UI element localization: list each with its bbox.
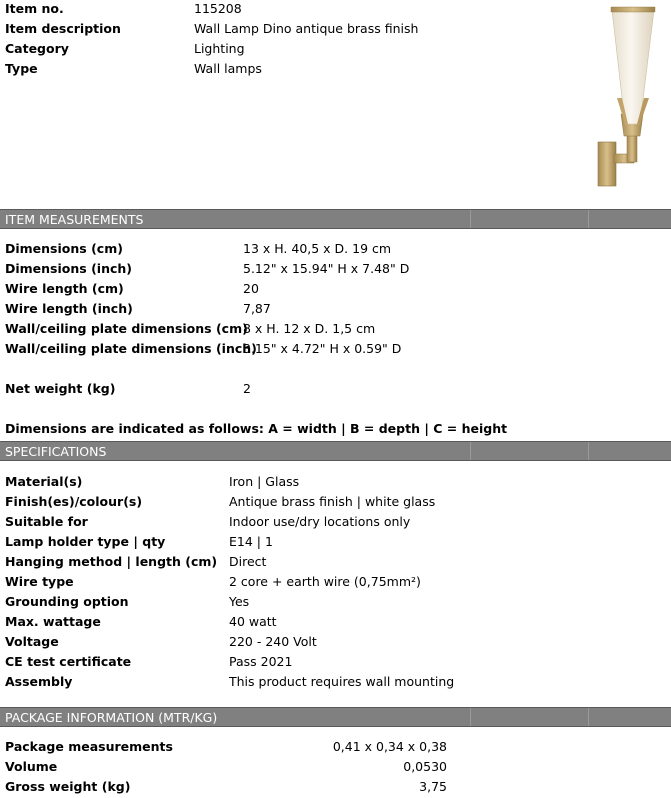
type-label: Type bbox=[5, 61, 38, 76]
spec-label: Finish(es)/colour(s) bbox=[5, 494, 143, 509]
spec-label: Material(s) bbox=[5, 474, 83, 489]
spec-label: Voltage bbox=[5, 634, 59, 649]
spec-value: E14 | 1 bbox=[229, 534, 273, 549]
spec-value: This product requires wall mounting bbox=[229, 674, 455, 689]
spec-label: Suitable for bbox=[5, 514, 88, 529]
spec-label: Assembly bbox=[5, 674, 73, 689]
spec-value: Antique brass finish | white glass bbox=[229, 494, 436, 509]
measurement-value: 3.15" x 4.72" H x 0.59" D bbox=[243, 341, 402, 356]
category-label: Category bbox=[5, 41, 69, 56]
spec-value: Direct bbox=[229, 554, 267, 569]
measurement-label: Wall/ceiling plate dimensions (inch) bbox=[5, 341, 257, 356]
category-row bbox=[0, 39, 671, 59]
spec-label: Grounding option bbox=[5, 594, 129, 609]
section-bar-item-measurements bbox=[0, 209, 671, 229]
measurement-row bbox=[0, 279, 671, 299]
measurement-row bbox=[0, 259, 671, 279]
bar-divider bbox=[588, 708, 589, 726]
package-value: 0,41 x 0,34 x 0,38 bbox=[332, 739, 447, 754]
item-no-value: 115208 bbox=[194, 1, 242, 16]
measurement-row bbox=[0, 299, 671, 319]
bar-divider bbox=[470, 210, 471, 228]
category-value: Lighting bbox=[194, 41, 245, 56]
bar-divider bbox=[470, 442, 471, 460]
spec-row bbox=[0, 492, 671, 512]
spec-value: 40 watt bbox=[229, 614, 277, 629]
measurement-value: 13 x H. 40,5 x D. 19 cm bbox=[243, 241, 392, 256]
item-description-row bbox=[0, 19, 671, 39]
section-title-item-measurements: ITEM MEASUREMENTS bbox=[5, 212, 144, 227]
section-bar-package-information bbox=[0, 707, 671, 727]
spec-row bbox=[0, 512, 671, 532]
package-row bbox=[0, 737, 671, 757]
spec-value: 2 core + earth wire (0,75mm²) bbox=[229, 574, 421, 589]
item-description-label: Item description bbox=[5, 21, 121, 36]
package-row bbox=[0, 757, 671, 777]
measurement-label: Dimensions (inch) bbox=[5, 261, 132, 276]
spec-row bbox=[0, 572, 671, 592]
measurement-label: Dimensions (cm) bbox=[5, 241, 123, 256]
measurement-label: Wall/ceiling plate dimensions (cm) bbox=[5, 321, 248, 336]
measurement-value: 8 x H. 12 x D. 1,5 cm bbox=[243, 321, 376, 336]
package-value: 0,0530 bbox=[403, 759, 447, 774]
spec-label: Wire type bbox=[5, 574, 74, 589]
spec-row bbox=[0, 532, 671, 552]
item-no-label: Item no. bbox=[5, 1, 64, 16]
spec-value: Pass 2021 bbox=[229, 654, 293, 669]
spec-row bbox=[0, 672, 671, 692]
spec-value: Yes bbox=[229, 594, 250, 609]
spec-value: Indoor use/dry locations only bbox=[229, 514, 411, 529]
measurement-value: 7,87 bbox=[243, 301, 271, 316]
item-no-row bbox=[0, 0, 671, 19]
section-title-package-information: PACKAGE INFORMATION (MTR/KG) bbox=[5, 710, 218, 725]
measurement-value: 5.12" x 15.94" H x 7.48" D bbox=[243, 261, 410, 276]
bar-divider bbox=[588, 210, 589, 228]
spec-label: CE test certificate bbox=[5, 654, 132, 669]
measurement-label: Wire length (inch) bbox=[5, 301, 133, 316]
bar-divider bbox=[588, 442, 589, 460]
spec-row bbox=[0, 652, 671, 672]
measurement-row bbox=[0, 319, 671, 339]
spec-row bbox=[0, 632, 671, 652]
section-title-specifications: SPECIFICATIONS bbox=[5, 444, 107, 459]
spec-value: Iron | Glass bbox=[229, 474, 300, 489]
spec-label: Lamp holder type | qty bbox=[5, 534, 166, 549]
net-weight-value: 2 bbox=[243, 381, 251, 396]
measurement-label: Wire length (cm) bbox=[5, 281, 124, 296]
measurement-value: 20 bbox=[243, 281, 259, 296]
spec-row bbox=[0, 612, 671, 632]
measurement-row bbox=[0, 339, 671, 359]
measurement-row bbox=[0, 239, 671, 259]
spec-row bbox=[0, 472, 671, 492]
spec-row bbox=[0, 552, 671, 572]
section-bar-specifications bbox=[0, 441, 671, 461]
package-label: Volume bbox=[5, 759, 58, 774]
package-label: Gross weight (kg) bbox=[5, 779, 131, 794]
net-weight-row bbox=[0, 379, 671, 399]
dimensions-note-row bbox=[0, 419, 671, 439]
package-row bbox=[0, 777, 671, 797]
type-row bbox=[0, 59, 671, 79]
item-description-value: Wall Lamp Dino antique brass finish bbox=[194, 21, 419, 36]
spec-row bbox=[0, 592, 671, 612]
spec-value: 220 - 240 Volt bbox=[229, 634, 317, 649]
spec-label: Max. wattage bbox=[5, 614, 101, 629]
bar-divider bbox=[470, 708, 471, 726]
net-weight-label: Net weight (kg) bbox=[5, 381, 116, 396]
package-label: Package measurements bbox=[5, 739, 173, 754]
spec-label: Hanging method | length (cm) bbox=[5, 554, 218, 569]
type-value: Wall lamps bbox=[194, 61, 262, 76]
package-value: 3,75 bbox=[419, 779, 447, 794]
dimensions-note: Dimensions are indicated as follows: A = width | B = depth | C = height bbox=[5, 421, 508, 436]
product-image-wall-lamp bbox=[588, 2, 668, 192]
